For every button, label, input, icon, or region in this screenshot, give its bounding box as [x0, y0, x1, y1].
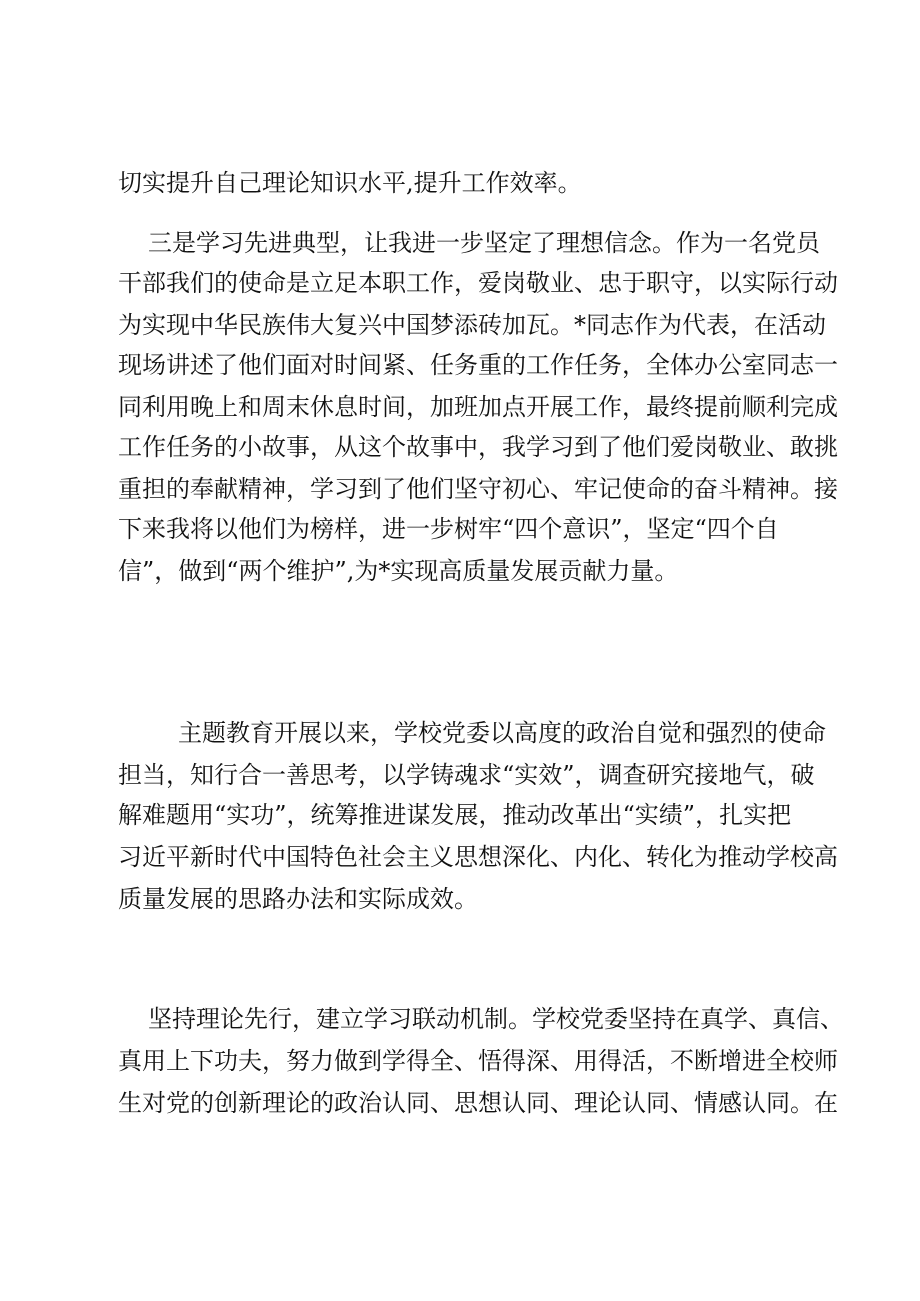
paragraph-2-line-3: 为实现中华民族伟大复兴中国梦添砖加瓦。*同志作为代表，在活动: [118, 311, 826, 339]
paragraph-3-line-3: 解难题用“实功”，统筹推进谋发展，推动改革出“实绩”，扎实把: [118, 801, 792, 829]
paragraph-3-line-4: 习近平新时代中国特色社会主义思想深化、内化、转化为推动学校高: [118, 843, 838, 871]
paragraph-2-line-8: 下来我将以他们为榜样，进一步树牢“四个意识”，坚定“四个自: [118, 515, 779, 543]
paragraph-2-line-9: 信”，做到“两个维护”,为*实现高质量发展贡献力量。: [118, 557, 679, 585]
paragraph-2-line-6: 工作任务的小故事，从这个故事中，我学习到了他们爱岗敬业、敢挑: [118, 433, 838, 461]
paragraph-3-line-1: 主题教育开展以来，学校党委以高度的政治自觉和强烈的使命: [178, 719, 826, 747]
paragraph-4-line-1: 坚持理论先行，建立学习联动机制。学校党委坚持在真学、真信、: [148, 1005, 844, 1033]
paragraph-2-line-5: 同利用晚上和周末休息时间，加班加点开展工作，最终提前顺利完成: [118, 393, 838, 421]
paragraph-2-line-2: 干部我们的使命是立足本职工作，爱岗敬业、忠于职守，以实际行动: [118, 269, 838, 297]
paragraph-3-line-2: 担当，知行合一善思考，以学铸魂求“实效”，调查研究接地气，破: [118, 761, 815, 789]
paragraph-2-line-1: 三是学习先进典型，让我进一步坚定了理想信念。作为一名党员: [148, 229, 820, 257]
paragraph-4-line-3: 生对党的创新理论的政治认同、思想认同、理论认同、情感认同。在: [118, 1089, 838, 1117]
paragraph-2-line-4: 现场讲述了他们面对时间紧、任务重的工作任务，全体办公室同志一: [118, 351, 838, 379]
paragraph-3-line-5: 质量发展的思路办法和实际成效。: [118, 885, 478, 913]
paragraph-1-line-1: 切实提升自己理论知识水平,提升工作效率。: [118, 169, 582, 197]
paragraph-2-line-7: 重担的奉献精神，学习到了他们坚守初心、牢记使命的奋斗精神。接: [118, 475, 838, 503]
paragraph-4-line-2: 真用上下功夫，努力做到学得全、悟得深、用得活，不断增进全校师: [118, 1047, 838, 1075]
